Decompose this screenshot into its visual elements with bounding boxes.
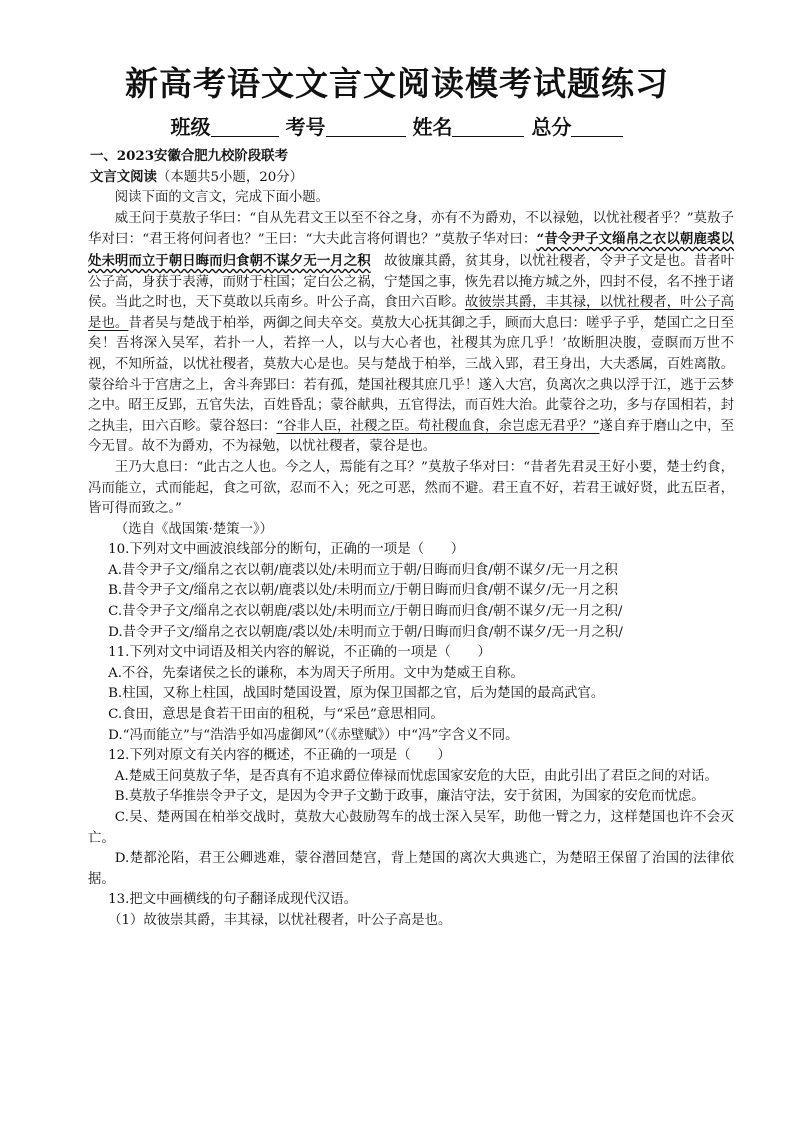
- question-13: 13.把文中画横线的句子翻译成现代汉语。: [108, 892, 358, 908]
- question-11: 11.下列对文中词语及相关内容的解说，不正确的一项是（ ）: [108, 645, 491, 661]
- q12-option-a[interactable]: A.楚威王问莫敖子华，是否真有不追求爵位俸禄而忧虑国家安危的大臣，由此引出了君臣之间的对话。: [114, 768, 718, 784]
- number-blank[interactable]: [326, 116, 406, 137]
- class-blank[interactable]: [211, 116, 279, 137]
- page-title: 新高考语文文言文阅读模考试题练习: [125, 64, 669, 103]
- passage-text-1b: 故彼廉其爵，贫其身，以忧社稷者，令尹子文是也。昔者叶公子高，身获于表薄，而财于柱国；定白公之祸，宁楚国之事，恢先君以掩方城之外，四封不侵，名不挫于诸侯。当此之时也，天下莫敢以兵南乡。叶公子高，食田六百畛。: [88, 253, 734, 311]
- wavy-underlined-sentence: “昔令尹子文缁帛之衣以朝鹿裘以处未明而立于朝日晦而归食朝不谋夕无一月之积: [88, 231, 735, 269]
- passage-paragraph-2: 王乃大息曰：“此古之人也。今之人，焉能有之耳？”莫敖子华对曰：“昔者先君灵王好小要，楚士约食，冯而能立，式而能起，食之可欲，忍而不入；死之可恶，然而不避。君王直不好，若君王诚好贤，此五臣者，皆可得而致之。”: [88, 459, 734, 517]
- exam-content: [88, 146, 734, 932]
- q13-item-1: （1）故彼崇其爵，丰其禄，以忧社稷者，叶公子高是也。: [108, 912, 452, 928]
- section-heading: 一、2023安徽合肥九校阶段联考: [90, 148, 288, 164]
- question-12: 12.下列对原文有关内容的概述，不正确的一项是（ ）: [108, 748, 451, 764]
- score-label: 总分: [531, 115, 572, 139]
- q12-option-b[interactable]: B.莫敖子华推崇令尹子文，是因为令尹子文勤于政事，廉洁守法，安于贫困，为国家的安危而忧虑。: [114, 789, 705, 805]
- underlined-sentence-1: 故彼崇其爵，丰其禄，以忧社稷者，叶公子高是也。: [88, 295, 735, 331]
- q12-option-c[interactable]: C.吴、楚两国在柏举交战时，莫敖大心鼓励驾车的战士深入吴军，助他一臂之力，这样楚国也许不会灭亡。: [88, 810, 734, 846]
- q10-option-a[interactable]: A.昔令尹子文/缁帛之衣以朝/鹿裘以处/未明而立于朝/日晦而归食/朝不谋夕/无一月之积: [108, 562, 618, 578]
- q11-option-d[interactable]: D.“冯而能立”与“浩浩乎如冯虚御风”（《赤壁赋》）中“冯”字含义不同。: [108, 727, 519, 743]
- passage-paragraph-1: [88, 209, 734, 458]
- student-info-line: [0, 111, 794, 140]
- subsection-heading: [88, 167, 734, 189]
- name-label: 姓名: [412, 115, 453, 139]
- class-label: 班级: [170, 115, 211, 139]
- passage-text-1a: 威王问于莫敖子华曰：“自从先君文王以至不谷之身，亦有不为爵劝，不以禄勉，以忧社稷者乎？”莫敖子华对曰：“君王将何问者也？”王曰：“大夫此言将何谓也？”莫敖子华对曰：: [88, 210, 734, 248]
- score-blank[interactable]: [571, 116, 623, 137]
- q12-option-d[interactable]: D.楚都沦陷，君王公卿逃难，蒙谷潜回楚宫，背上楚国的离次大典逃亡，为楚昭王保留了治国的法律依据。: [88, 851, 734, 887]
- q11-option-b[interactable]: B.柱国，又称上柱国，战国时楚国设置，原为保卫国都之官，后为楚国的最高武官。: [108, 686, 605, 702]
- passage-text-1d: 遂自弃于磨山之中，至今无冒。故不为爵劝，不为禄勉，以忧社稷者，蒙谷是也。: [88, 418, 735, 455]
- passage-text-1c: 昔者吴与楚战于柏举，两御之间夫卒交。莫敖大心抚其御之手，顾而大息曰：嗟乎子乎，楚国亡之日至矣！吾将深入吴军，若扑一人，若捽一人，以与大心者也，社稷其为庶几乎！’故断胆决腹，壹瞑而万世不视，不知所益，以忧社稷者，莫敖大心是也。吴与楚战于柏举，三战入郢，君王身出，大夫悉属，百姓离散。蒙谷给斗于宫唐之上，舍斗奔郢曰：若有孤，楚国社稷其庶几乎！遂入大宫，负离次之典以浮于江，逃于云梦之中。昭王反郢，五官失法，百姓昏乱；蒙谷献典，五官得法，而百姓大治。此蒙谷之功，多与存国相若，封之执圭，田六百畛。蒙谷怒曰：: [88, 315, 735, 434]
- question-10: 10.下列对文中画波浪线部分的断句，正确的一项是（ ）: [108, 542, 465, 558]
- q10-option-c[interactable]: C.昔令尹子文/缁帛之衣以朝鹿/裘以处/未明而立/于朝日晦而归食/朝不谋夕/无一月之积/: [108, 604, 623, 620]
- q11-option-a[interactable]: A.不谷，先秦诸侯之长的谦称，本为周天子所用。文中为楚威王自称。: [108, 665, 524, 681]
- instruction: 阅读下面的文言文，完成下面小题。: [114, 190, 330, 206]
- q10-option-d[interactable]: D.昔令尹子文/缁帛之衣以朝鹿/裘以处/未明而立于朝/日晦而归食/朝不谋夕/无一月之积/: [108, 624, 623, 640]
- number-label: 考号: [285, 115, 326, 139]
- q10-option-b[interactable]: B.昔令尹子文/缁帛之衣以朝/鹿裘以处/未明而立/于朝日晦而归食/朝不谋夕/无一月之积: [108, 583, 618, 599]
- passage-source: （选自《战国策·楚策一》）: [114, 521, 274, 537]
- name-blank[interactable]: [452, 116, 524, 137]
- subsection-title: 文言文阅读: [90, 168, 157, 185]
- subsection-note: （本题共5小题，20分）: [156, 169, 304, 185]
- q11-option-c[interactable]: C.食田，意思是食若干田亩的租税，与“采邑”意思相同。: [108, 707, 444, 723]
- underlined-sentence-2: “谷非人臣，社稷之臣。苟社稷血食，余岂虑无君乎？”: [276, 418, 600, 434]
